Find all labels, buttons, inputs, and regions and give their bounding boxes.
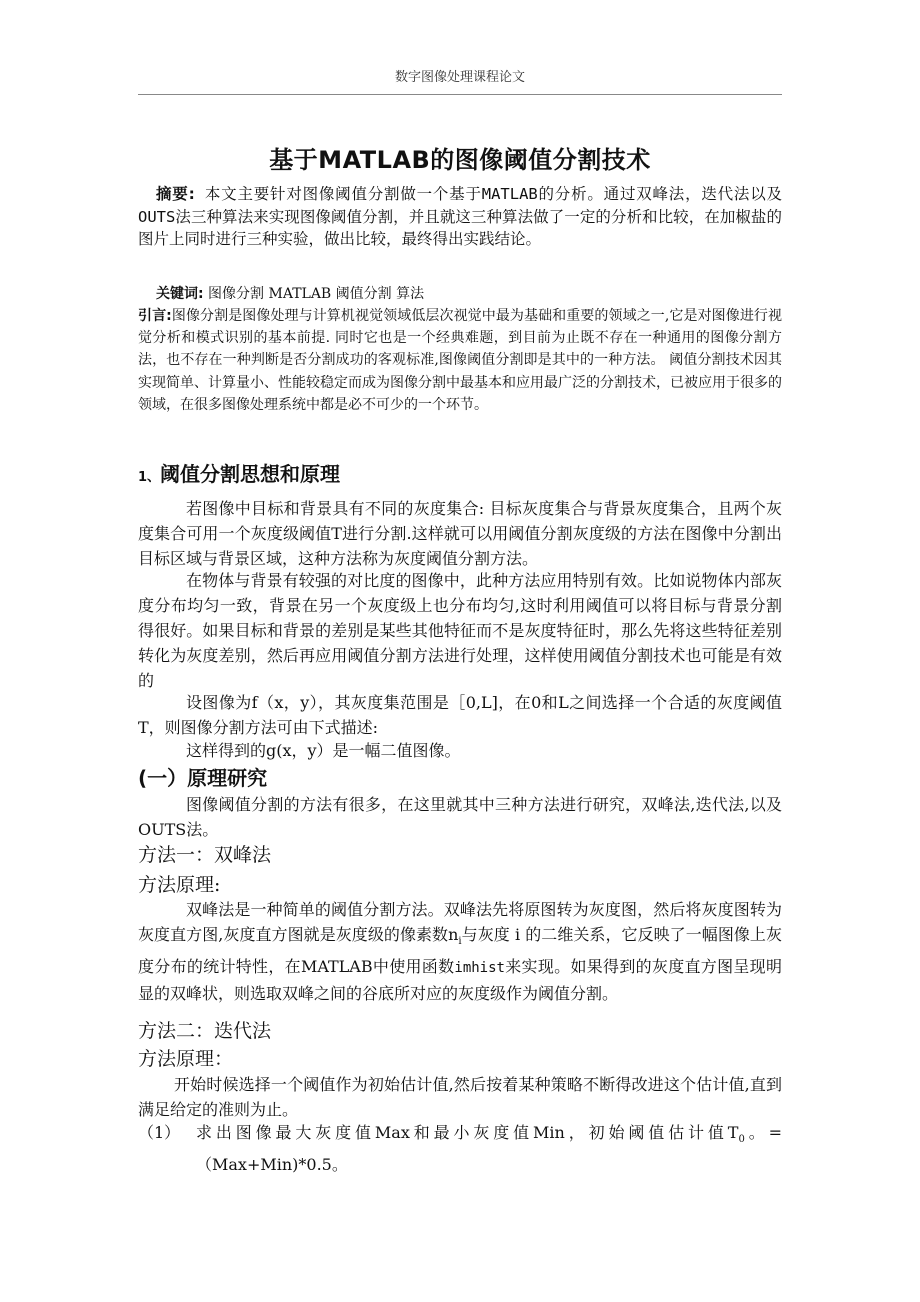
subscript: i: [458, 936, 462, 948]
keywords: [138, 283, 800, 303]
paragraph: 开始时候选择一个阈值作为初始估计值,然后按着某种策略不断得改进这个估计值,直到满足给定的准则为止。: [138, 1075, 782, 1119]
method-principle-label: 方法原理：: [138, 1048, 234, 1070]
paragraph: 若图像中目标和背景具有不同的灰度集合: 目标灰度集合与背景灰度集合，且两个灰度集合可用一个灰度级阈值T进行分割.这样就可以用阈值分割灰度级的方法在图像中分割出目标区域与背景区域，这种方法称为灰度阈值分割方法。: [138, 499, 782, 568]
section-heading-1: [138, 458, 782, 487]
subscript: 0: [738, 1134, 745, 1146]
abstract-text: 本文主要针对图像阈值分割做一个基于MATLAB的分析。通过双峰法，迭代法以及OUTS法三种算法来实现图像阈值分割，并且就这三种算法做了一定的分析和比较，在加椒盐的图片上同时进行三种实验，做出比较，最终得出实践结论。: [138, 185, 783, 248]
section-title: 阈值分割思想和原理: [160, 462, 341, 486]
method-principle-label: 方法原理:: [138, 874, 221, 896]
paragraph: 设图像为f（x，y），其灰度集范围是［0,L]，在0和L之间选择一个合适的灰度阈值T，则图像分割方法可由下式描述:: [138, 693, 782, 737]
header-divider: [138, 94, 782, 95]
intro-text: 图像分割是图像处理与计算机视觉领域低层次视觉中最为基础和重要的领域之一,它是对图像进行视觉分析和模式识别的基本前提. 同时它也是一个经典难题，到目前为止既不存在一种通用的图像分割方法，也不存在一种判断是否分割成功的客观标准,图像阈值分割即是其中的一种方法。 阈值分割技术因其实现简单、计算量小、性能较稳定而成为图像分割中最基本和应用最广泛的分割技术，已被应用于很多的领域，在很多图像处理系统中都是必不可少的一个环节。: [138, 308, 782, 413]
keywords-label: 关键词:: [156, 286, 204, 302]
paper-title: 基于MATLAB的图像阈值分割技术: [269, 146, 651, 174]
intro-label: 引言:: [138, 308, 172, 324]
section-number: 1、: [138, 470, 161, 485]
introduction: [138, 305, 782, 416]
paragraph: 这样得到的g(x，y）是一幅二值图像。: [186, 741, 461, 760]
method-heading: 方法一：双峰法: [138, 844, 272, 866]
text-run: 双峰法是一种简单的阈值分割方法。双峰法先将原图转为灰度图，然后将灰度图转为灰度直方图,灰度直方图就是灰度级的像素数n: [138, 900, 782, 944]
page-header: 数字图像处理课程论文: [394, 70, 525, 85]
abstract: [138, 183, 782, 251]
text-run: 来实现。如果得到的灰度直方图呈现明显的双峰状，则选取双峰之间的谷底所对应的灰度级作为阈值分割。: [138, 957, 782, 1004]
text-run: 与灰度 i 的二维关系，它反映了一幅图像上灰度分布的统计特性，在MATLAB中使用函数: [138, 925, 782, 977]
method-heading: 方法二：迭代法: [138, 1020, 272, 1042]
abstract-label: 摘要:: [156, 185, 195, 203]
step-text: [196, 1120, 782, 1177]
text-run: 求出图像最大灰度值Max和最小灰度值Min，初始阈值估计值T: [196, 1123, 739, 1142]
function-name: imhist: [454, 960, 505, 977]
step-number: （1）: [138, 1123, 181, 1142]
paragraph: [138, 897, 782, 1006]
subsection-heading: (一）原理研究: [138, 766, 268, 790]
keywords-text: 图像分割 MATLAB 阈值分割 算法: [203, 286, 425, 302]
paragraph: 图像阈值分割的方法有很多，在这里就其中三种方法进行研究，双峰法,迭代法,以及OUTS法。: [138, 795, 782, 839]
paragraph: 在物体与背景有较强的对比度的图像中，此种方法应用特别有效。比如说物体内部灰度分布均匀一致，背景在另一个灰度级上也分布均匀,这时利用阈值可以将目标与背景分割得很好。如果目标和背景的差别是某些其他特征而不是灰度特征时，那么先将这些特征差别转化为灰度差别，然后再应用阈值分割方法进行处理，这样使用阈值分割技术也可能是有效的: [138, 571, 782, 690]
text-run: 。=（Max+Min)*0.5。: [196, 1123, 782, 1175]
